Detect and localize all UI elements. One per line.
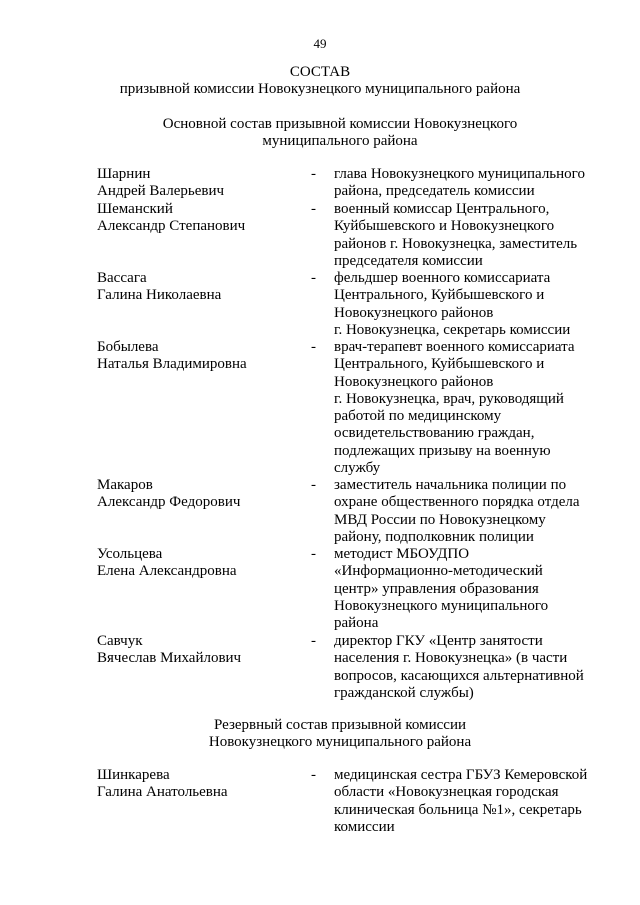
entry-dash: - — [311, 270, 316, 286]
role-line: военный комиссар Центрального, — [334, 201, 550, 217]
role-line: подлежащих призыву на военную — [334, 442, 551, 459]
member-given-names: Галина Анатольевна — [97, 784, 228, 801]
role-line: директор ГКУ «Центр занятости — [334, 633, 543, 649]
member-role — [334, 339, 604, 477]
role-line: населения г. Новокузнецка» (в части — [334, 650, 568, 667]
member-surname: Шинкарева — [97, 767, 170, 783]
role-line: комиссии — [334, 818, 395, 835]
role-line: Новокузнецкого районов — [334, 373, 494, 390]
entry-dash: - — [311, 339, 316, 355]
role-line: центр» управления образования — [334, 580, 539, 597]
member-role — [334, 767, 604, 836]
member-role — [334, 201, 604, 270]
role-line: района, председатель комиссии — [334, 183, 535, 200]
role-line: врач-терапевт военного комиссариата — [334, 339, 575, 355]
member-role — [334, 477, 604, 546]
role-line: службу — [334, 460, 381, 477]
role-line: работой по медицинскому — [334, 408, 502, 425]
role-line: области «Новокузнецкая городская — [334, 784, 559, 801]
main-heading-line-1: Основной состав призывной комиссии Новокузнецкого — [162, 116, 518, 132]
role-line: вопросов, касающихся альтернативной — [334, 667, 584, 684]
role-line: района — [334, 615, 379, 632]
entry-dash: - — [311, 201, 316, 217]
role-line: председателя комиссии — [334, 252, 483, 269]
document-title — [0, 64, 640, 98]
role-line: «Информационно-методический — [334, 563, 543, 580]
member-surname: Вассага — [97, 270, 147, 286]
title-line-2: призывной комиссии Новокузнецкого муниципального района — [119, 81, 521, 97]
role-line: г. Новокузнецка, врач, руководящий — [334, 390, 564, 407]
role-line: заместитель начальника полиции по — [334, 477, 567, 493]
role-line: Центрального, Куйбышевского и — [334, 356, 545, 373]
main-composition-heading — [0, 116, 640, 150]
member-role — [334, 270, 604, 339]
member-surname: Савчук — [97, 633, 143, 649]
role-line: г. Новокузнецка, секретарь комиссии — [334, 321, 571, 338]
member-given-names: Галина Николаевна — [97, 287, 222, 304]
reserve-heading-line-1: Резервный состав призывной комиссии — [213, 717, 467, 733]
entry-dash: - — [311, 767, 316, 783]
member-surname: Шарнин — [97, 166, 151, 182]
member-given-names: Андрей Валерьевич — [97, 183, 225, 200]
member-name — [97, 767, 228, 802]
member-given-names: Вячеслав Михайлович — [97, 650, 242, 667]
role-line: методист МБОУДПО — [334, 546, 470, 562]
member-name — [97, 166, 224, 201]
role-line: МВД России по Новокузнецкому — [334, 511, 546, 528]
role-line: Центрального, Куйбышевского и — [334, 287, 545, 304]
role-line: освидетельствованию граждан, — [334, 425, 535, 442]
member-surname: Усольцева — [97, 546, 163, 562]
member-name — [97, 477, 240, 512]
role-line: районов г. Новокузнецка, заместитель — [334, 235, 578, 252]
role-line: фельдшер военного комиссариата — [334, 270, 551, 286]
entry-dash: - — [311, 477, 316, 493]
member-given-names: Наталья Владимировна — [97, 356, 247, 373]
member-given-names: Александр Федорович — [97, 494, 241, 511]
role-line: району, подполковник полиции — [334, 528, 534, 545]
reserve-heading-line-2: Новокузнецкого муниципального района — [208, 734, 472, 750]
member-surname: Шеманский — [97, 201, 173, 217]
role-line: медицинская сестра ГБУЗ Кемеровской — [334, 767, 588, 783]
role-line: глава Новокузнецкого муниципального — [334, 166, 585, 182]
member-name — [97, 270, 221, 305]
entry-dash: - — [311, 633, 316, 649]
member-role — [334, 546, 604, 632]
entry-dash: - — [311, 166, 316, 182]
role-line: охране общественного порядка отдела — [334, 494, 580, 511]
member-role — [334, 166, 604, 201]
member-name — [97, 633, 241, 668]
member-name — [97, 201, 245, 236]
member-name — [97, 339, 247, 374]
role-line: Новокузнецкого муниципального — [334, 597, 549, 614]
member-surname: Макаров — [97, 477, 153, 493]
role-line: Новокузнецкого районов — [334, 304, 494, 321]
member-name — [97, 546, 237, 581]
member-given-names: Елена Александровна — [97, 563, 237, 580]
main-heading-line-2: муниципального района — [262, 133, 418, 149]
page-number: 49 — [313, 36, 327, 51]
reserve-composition-heading — [0, 717, 640, 751]
member-surname: Бобылева — [97, 339, 159, 355]
role-line: гражданской службы) — [334, 684, 474, 701]
member-given-names: Александр Степанович — [97, 218, 246, 235]
role-line: Куйбышевского и Новокузнецкого — [334, 218, 555, 235]
member-role — [334, 633, 604, 702]
title-line-1: СОСТАВ — [289, 64, 351, 80]
role-line: клиническая больница №1», секретарь — [334, 801, 582, 818]
entry-dash: - — [311, 546, 316, 562]
